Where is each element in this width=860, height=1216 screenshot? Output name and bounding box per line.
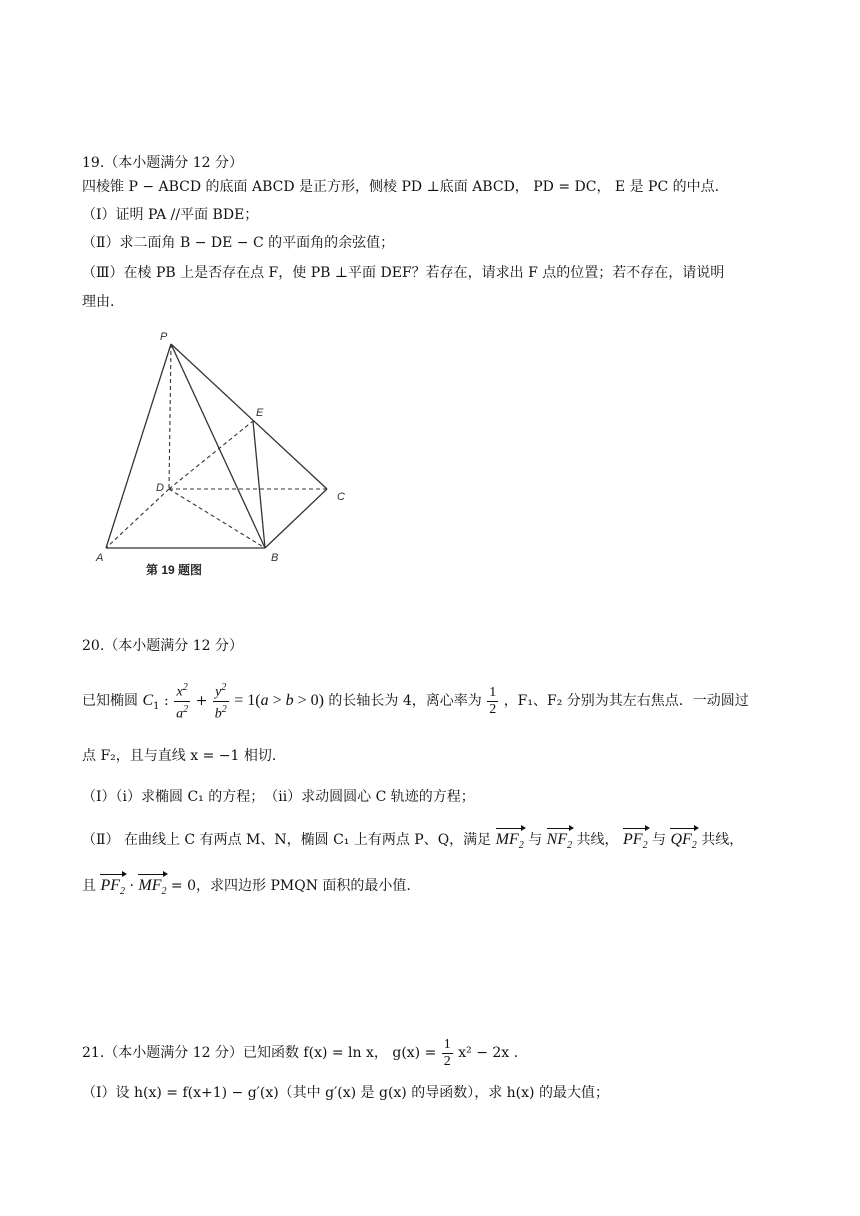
q20-stem-a2: 的长轴长为 4，离心率为 [328, 693, 482, 709]
label-D: D [156, 482, 164, 494]
q19-part3b: 理由. [82, 294, 115, 310]
q19-part2: （Ⅱ）求二面角 B − DE − C 的平面角的余弦值； [82, 235, 395, 251]
q21-header-line: 21.（本小题满分 12 分）已知函数 f(x) = ln x， g(x) = $\frac{1}{2}$ x² − 2x . [82, 1036, 519, 1069]
vector-NF2: $NF_2$ [547, 830, 572, 856]
q20-part1: （Ⅰ）（ⅰ）求椭圆 C₁ 的方程； （ⅱ）求动圆圆心 C 轨迹的方程； [82, 789, 475, 805]
q19-part1: （Ⅰ）证明 PA //平面 BDE； [82, 207, 259, 223]
edge-PA [106, 344, 171, 548]
q19-part3a: （Ⅲ）在棱 PB 上是否存在点 F，使 PB ⊥平面 DEF？若存在，请求出 F 点的位置；若不存在，请说明 [82, 265, 725, 281]
label-E: E [256, 407, 264, 419]
vector-MF2-dot: $MF_2$ [138, 876, 166, 902]
edge-BE [253, 421, 265, 548]
label-P: P [160, 331, 168, 343]
q21-header-tail: x² − 2x . [458, 1045, 519, 1061]
edge-BC [265, 489, 327, 548]
q19-stem: 四棱锥 P − ABCD 的底面 ABCD 是正方形，侧棱 PD ⊥底面 ABCD， PD = DC， E 是 PC 的中点. [82, 179, 720, 195]
q21-header: 21.（本小题满分 12 分）已知函数 f(x) = ln x， g(x) = [82, 1045, 437, 1061]
q20-part2-line2: 且 $PF_2 \cdot MF_2 = 0$，求四边形 PMQN 面积的最小值. [82, 876, 411, 902]
edge-PC [171, 344, 327, 489]
q20-stem-line1: 已知椭圆 $C_1$ : $\frac{x^2}{a^2}$ + $\frac{y^2}{b^2}$ = 1(a > b > 0) 的长轴长为 4，离心率为 $\frac{1}{2}$ ，F₁、F₂ 分别为其左右焦点．一动圆过 [82, 681, 749, 722]
vector-PF2-dot: $PF_2$ [100, 876, 125, 902]
edge-DB [169, 489, 265, 548]
edge-PB [171, 344, 265, 548]
vector-QF2: $QF_2$ [670, 830, 696, 856]
q20-stem-a3: ，F₁、F₂ 分别为其左右焦点．一动圆过 [503, 693, 749, 709]
q19-pyramid-figure [90, 325, 360, 585]
figure-caption: 第 19 题图 [146, 563, 203, 577]
vector-MF2: $MF_2$ [496, 830, 524, 856]
q21-part1: （Ⅰ）设 h(x) = f(x+1) − g′(x)（其中 g′(x) 是 g(x) 的导函数），求 h(x) 的最大值； [82, 1085, 609, 1101]
label-C: C [337, 491, 345, 503]
label-B: B [271, 552, 279, 564]
q20-stem-b: 点 F₂，且与直线 x = −1 相切. [82, 748, 277, 764]
edge-PD [169, 344, 171, 489]
ellipse-name: C [142, 692, 154, 709]
q19-header: 19.（本小题满分 12 分） [82, 155, 243, 171]
q20-stem-a1: 已知椭圆 [82, 693, 138, 709]
label-A: A [96, 552, 104, 564]
q20-part2-line1: （Ⅱ） 在曲线上 C 有两点 M、N，椭圆 C₁ 上有两点 P、Q，满足 $MF_2$ 与 $NF_2$ 共线， $PF_2$ 与 $QF_2$ 共线， [82, 830, 743, 856]
q20-header: 20.（本小题满分 12 分） [82, 638, 243, 654]
vector-PF2: $PF_2$ [623, 830, 648, 856]
